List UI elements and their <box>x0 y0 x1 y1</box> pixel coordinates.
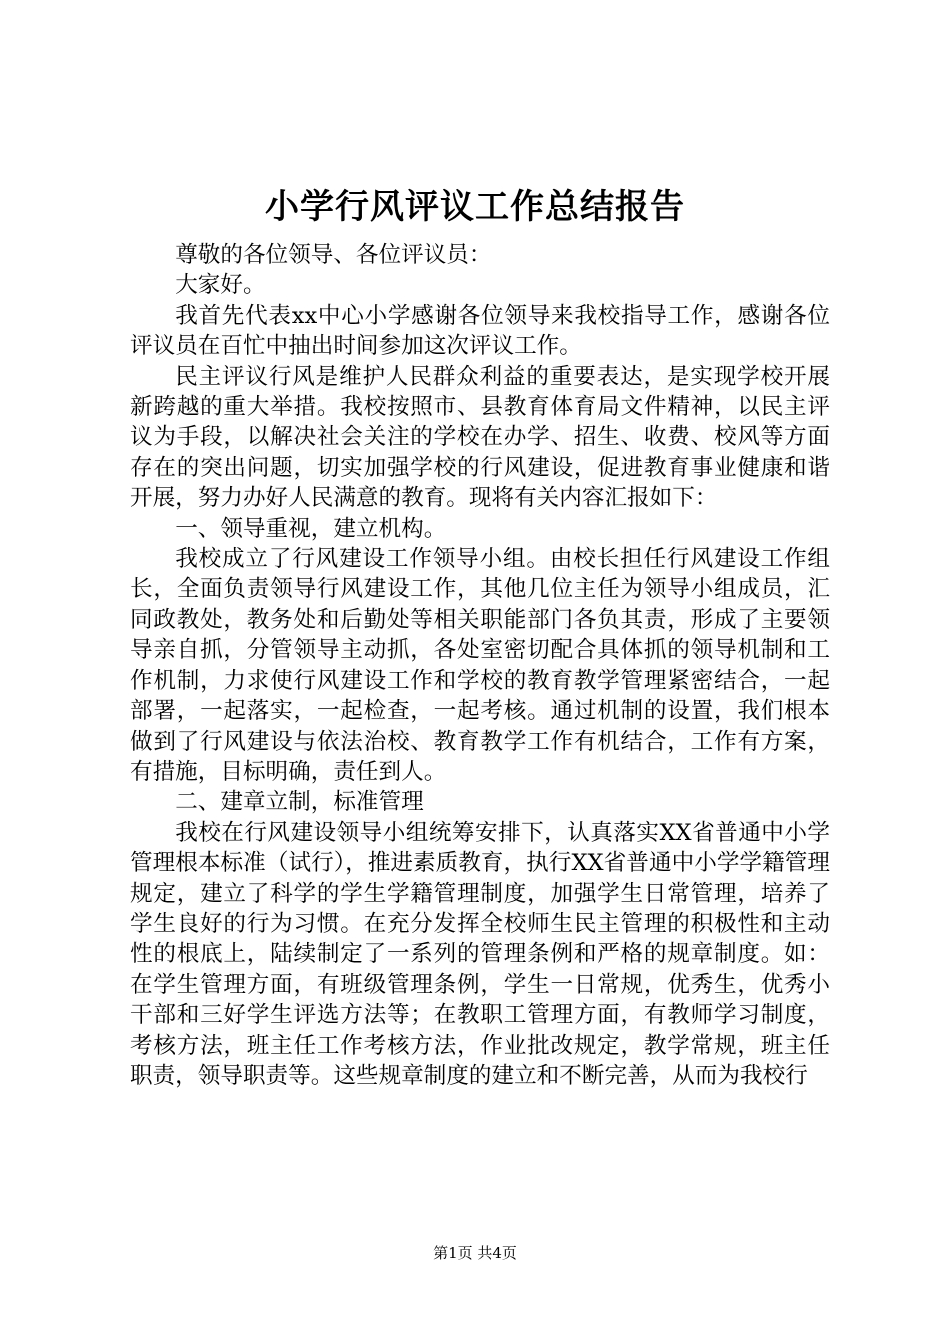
greeting: 大家好。 <box>175 272 266 299</box>
page-number-footer: 第1页 共4页 <box>433 1244 517 1262</box>
paragraph-intro: 民主评议行风是维护人民群众利益的重要表达，是实现学校开展新跨越的重大举措。我校按照市、县教育体育局文件精神，以民主评议为手段，以解决社会关注的学校在办学、招生、收费、校风等方面存在的突出问题，切实加强学校的行风建设，促进教育事业健康和谐开展，努力办好人民满意的教育。现将有关内容汇报如下： <box>130 363 830 512</box>
salutation: 尊敬的各位领导、各位评议员： <box>175 242 492 268</box>
document-body <box>130 240 830 1091</box>
document-title: 小学行风评议工作总结报告 <box>265 187 685 227</box>
paragraph-section-1: 我校成立了行风建设工作领导小组。由校长担任行风建设工作组长，全面负责领导行风建设工作，其他几位主任为领导小组成员，汇同政教处，教务处和后勤处等相关职能部门各负其责，形成了主要领导亲自抓，分管领导主动抓，各处室密切配合具体抓的领导机制和工作机制，力求使行风建设工作和学校的教育教学管理紧密结合，一起部署，一起落实，一起检查，一起考核。通过机制的设置，我们根本做到了行风建设与依法治校、教育教学工作有机结合，工作有方案，有措施，目标明确，责任到人。 <box>130 546 830 785</box>
paragraph-section-2: 我校在行风建设领导小组统筹安排下，认真落实XX省普通中小学管理根本标准（试行），推进素质教育，执行XX省普通中小学学籍管理规定，建立了科学的学生学籍管理制度，加强学生日常管理，培养了学生良好的行为习惯。在充分发挥全校师生民主管理的积极性和主动性的根底上，陆续制定了一系列的管理条例和严格的规章制度。如：在学生管理方面，有班级管理条例，学生一日常规，优秀生，优秀小干部和三好学生评选方法等；在教职工管理方面，有教师学习制度，考核方法，班主任工作考核方法，作业批改规定，教学常规，班主任职责，领导职责等。这些规章制度的建立和不断完善，从而为我校行 <box>130 819 830 1089</box>
section-heading-1: 一、领导重视，建立机构。 <box>175 515 447 542</box>
paragraph-thanks: 我首先代表xx中心小学感谢各位领导来我校指导工作，感谢各位评议员在百忙中抽出时间参加这次评议工作。 <box>130 302 830 360</box>
section-heading-2: 二、建章立制，标准管理 <box>175 789 424 816</box>
